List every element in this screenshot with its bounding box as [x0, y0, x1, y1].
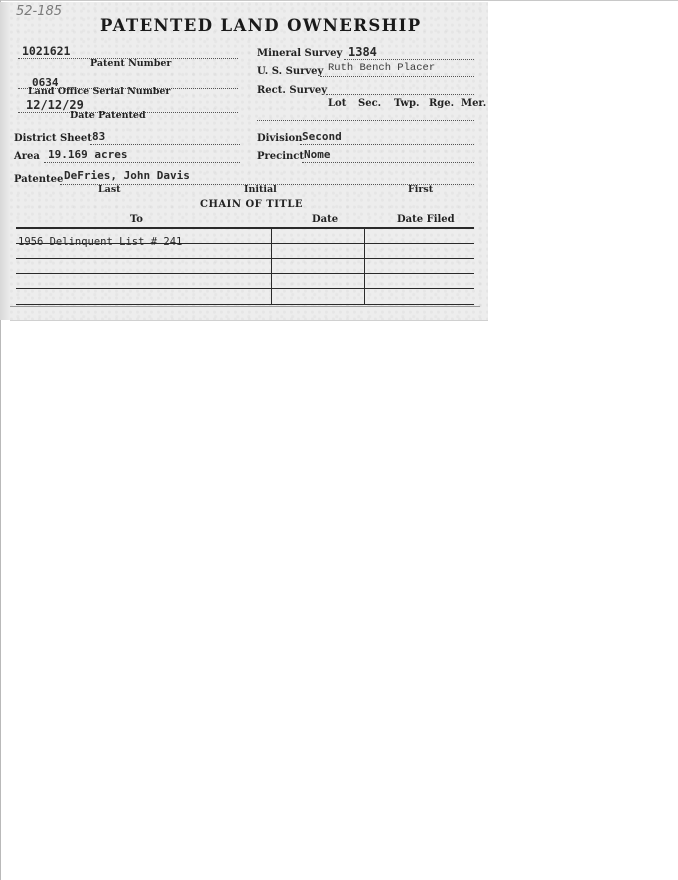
date-patented-label: Date Patented: [70, 110, 146, 121]
area-value: 19.169 acres: [48, 148, 128, 161]
mineral-survey-label: Mineral Survey: [257, 48, 343, 59]
serial-value: 0634: [32, 76, 59, 89]
us-survey-label: U. S. Survey: [257, 66, 324, 77]
rect-col-rge: Rge.: [429, 98, 455, 109]
us-survey-line: [320, 62, 474, 77]
table-header-rule: [16, 227, 474, 229]
chain-col-date-filed: Date Filed: [397, 214, 455, 225]
division-label: Division: [257, 133, 303, 144]
table-row: [18, 230, 268, 248]
chain-of-title-heading: CHAIN OF TITLE: [200, 199, 303, 210]
area-line: [44, 148, 240, 163]
serial-label: Land Office Serial Number: [28, 86, 171, 97]
patent-number-label: Patent Number: [90, 58, 172, 69]
patentee-value: DeFries, John Davis: [64, 169, 190, 182]
ownership-card: [10, 2, 488, 321]
district-sheet-label: District Sheet: [14, 133, 92, 144]
card-shadow: [0, 2, 10, 320]
patentee-sub-last: Last: [98, 184, 121, 195]
patent-number-value: 1021621: [22, 44, 71, 58]
patent-number-line: [18, 44, 238, 59]
chain-row-to: 1956 Delinquent List # 241: [18, 236, 183, 248]
patentee-label: Patentee: [14, 174, 64, 185]
table-row-rule: [16, 273, 474, 274]
mineral-survey-value: 1384: [348, 45, 377, 59]
district-sheet-value: 83: [92, 130, 106, 143]
precinct-value: Nome: [304, 148, 331, 161]
patentee-line: [60, 169, 474, 185]
rect-survey-label: Rect. Survey: [257, 85, 328, 96]
table-row-rule: [16, 304, 474, 305]
mineral-survey-line: [344, 45, 474, 60]
table-row-date: [275, 230, 361, 243]
corner-note: 52-185: [16, 4, 63, 19]
table-row-date-filed: [368, 230, 472, 243]
table-row-rule: [16, 288, 474, 289]
chain-col-date: Date: [312, 214, 339, 225]
table-column-rule: [271, 227, 272, 305]
table-column-rule: [364, 227, 365, 305]
rect-col-sec: Sec.: [358, 98, 382, 109]
rect-survey-line: [326, 86, 474, 95]
card-bottom-edge: [10, 306, 480, 307]
district-sheet-line: [90, 130, 240, 145]
rect-col-mer: Mer.: [461, 98, 487, 109]
rect-survey-values-line: [257, 116, 474, 121]
precinct-line: [302, 148, 474, 163]
division-line: [300, 130, 474, 145]
rect-col-lot: Lot: [328, 98, 347, 109]
date-patented-value: 12/12/29: [26, 98, 84, 112]
chain-col-to: To: [130, 214, 143, 225]
card-title: PATENTED LAND OWNERSHIP: [100, 16, 422, 35]
patentee-sub-first: First: [408, 184, 434, 195]
table-row-rule: [16, 258, 474, 259]
rect-col-twp: Twp.: [394, 98, 420, 109]
area-label: Area: [14, 151, 40, 162]
division-value: Second: [302, 130, 342, 143]
us-survey-value: Ruth Bench Placer: [328, 62, 436, 74]
precinct-label: Precinct: [257, 151, 305, 162]
page-edge: [0, 0, 678, 1]
patentee-sub-initial: Initial: [244, 184, 277, 195]
